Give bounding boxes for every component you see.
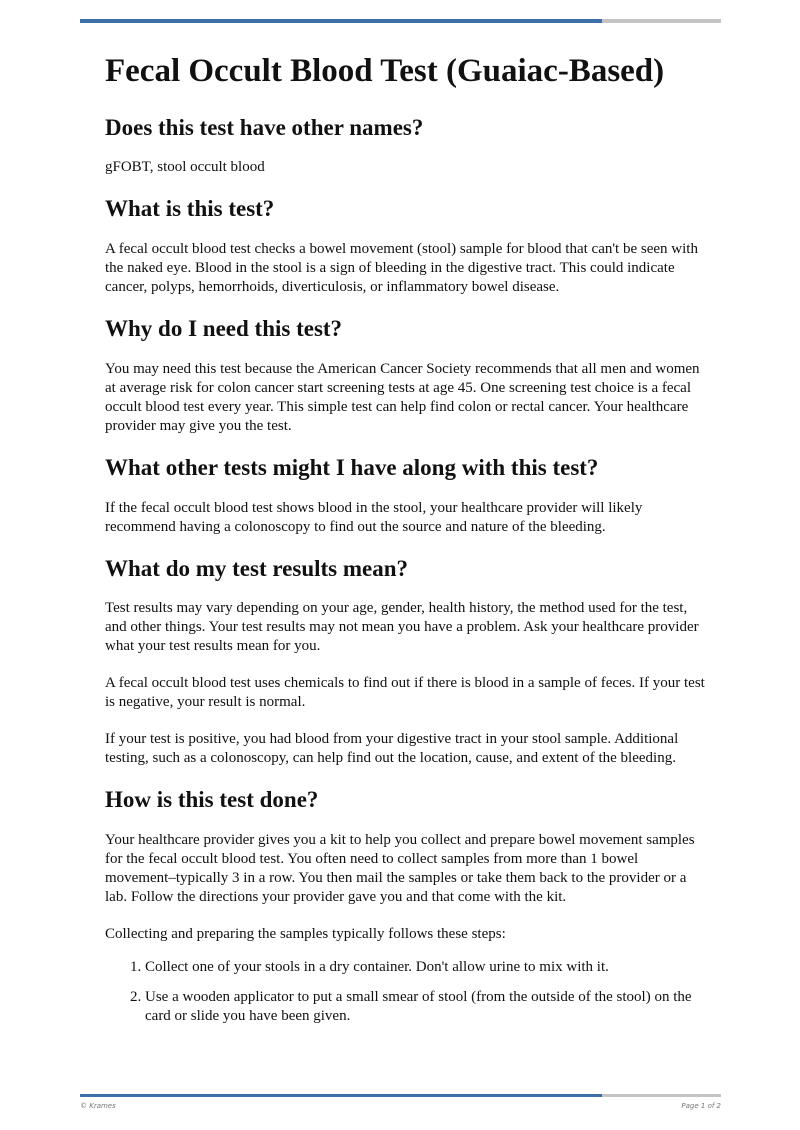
section-heading: What is this test?	[105, 196, 275, 222]
section-why-need-test	[105, 315, 705, 436]
section-heading: What other tests might I have along with this test?	[105, 454, 599, 480]
section-other-tests	[105, 454, 705, 537]
section-heading: What do my test results mean?	[105, 555, 409, 581]
paragraph: gFOBT, stool occult blood	[105, 159, 265, 176]
section-results	[105, 555, 705, 769]
page-number: Page 1 of 2	[681, 1102, 721, 1110]
paragraph: You may need this test because the American Cancer Society recommends that all men and women at average risk for colon cancer start screening tests at age 45. One screening test choice is a fecal occult blood test every year. This simple test can help find colon or rectal cancer. Your healthcare provider may give you the test.	[105, 360, 700, 434]
list-item: 1. Collect one of your stools in a dry container. Don't allow urine to mix with it.	[145, 958, 705, 977]
paragraph: A fecal occult blood test checks a bowel movement (stool) sample for blood that can't be seen with the naked eye. Blood in the stool is a sign of bleeding in the digestive tract. This could indicate cancer, polyps, hemorrhoids, diverticulosis, or inflammatory bowel disease.	[105, 241, 698, 296]
section-how-done	[105, 786, 705, 1026]
steps-list	[105, 958, 705, 1026]
section-heading: Does this test have other names?	[105, 114, 424, 140]
paragraph: If the fecal occult blood test shows blood in the stool, your healthcare provider will likely recommend having a colonoscopy to find out the source and nature of the bleeding.	[105, 499, 643, 535]
section-what-is-test	[105, 195, 705, 297]
section-heading: How is this test done?	[105, 787, 319, 813]
paragraph: A fecal occult blood test uses chemicals to find out if there is blood in a sample of feces. If your test is negative, your result is normal.	[105, 675, 705, 711]
paragraph: Test results may vary depending on your age, gender, health history, the method used for the test, and other things. Your test results may not mean you have a problem. Ask your healthcare provider what your test results mean for you.	[105, 600, 699, 655]
document-body	[105, 52, 705, 1037]
list-item: 2. Use a wooden applicator to put a small smear of stool (from the outside of the stool) on the card or slide you have been given.	[145, 988, 705, 1026]
page-title: Fecal Occult Blood Test (Guaiac-Based)	[105, 53, 665, 89]
paragraph: If your test is positive, you had blood from your digestive tract in your stool sample. Additional testing, such as a colonoscopy, can help find out the location, cause, and extent of the bleeding.	[105, 731, 679, 767]
section-heading: Why do I need this test?	[105, 316, 343, 342]
page-footer	[80, 1102, 721, 1110]
header-rule	[80, 19, 721, 23]
footer-rule	[80, 1094, 721, 1097]
paragraph: Collecting and preparing the samples typically follows these steps:	[105, 926, 506, 943]
copyright-text: © Krames	[80, 1102, 116, 1110]
paragraph: Your healthcare provider gives you a kit to help you collect and prepare bowel movement samples for the fecal occult blood test. You often need to collect samples from more than 1 bowel movement–typically 3 in a row. You then mail the samples or take them back to the provider or a lab. Follow the directions your provider gave you and that come with the kit.	[105, 832, 695, 906]
section-other-names	[105, 114, 705, 178]
